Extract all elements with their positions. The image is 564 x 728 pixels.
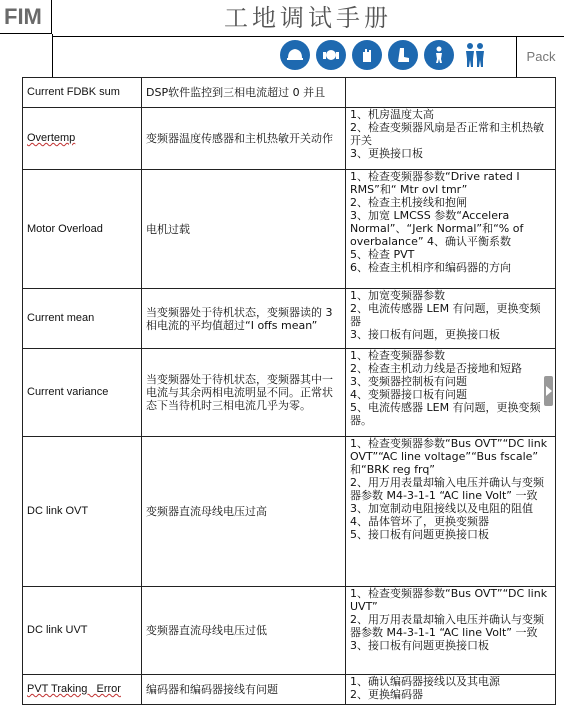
remedy-step: 2、用万用表量却输入电压并确认与变频器参数 M4-3-1-1 “AC line Volt” 一致 <box>350 613 544 639</box>
remedy-step: 3、接口板有问题更换接口板 <box>350 639 489 652</box>
table-row <box>23 289 556 349</box>
remedy-step: 1、机房温度太高 <box>350 108 434 121</box>
fault-name-text: PVT Traking Error <box>27 683 121 695</box>
remedy-step: 2、检查主机动力线是否接地和短路 <box>350 362 522 375</box>
helmet-icon <box>280 40 310 70</box>
fault-remedy <box>346 437 556 587</box>
harness-icon <box>424 40 454 70</box>
remedy-step: 5、接口板有问题更换接口板 <box>350 528 489 541</box>
fault-remedy <box>346 78 556 108</box>
page-title: 工地调试手册 <box>52 0 564 37</box>
fault-description: 变频器直流母线电压过高 <box>142 437 346 587</box>
remedy-step: 2、用万用表量却输入电压并确认与变频器参数 M4-3-1-1 “AC line Volt” 一致 <box>350 476 544 502</box>
remedy-step: 2、更换编码器 <box>350 688 423 701</box>
fault-remedy <box>346 170 556 289</box>
fault-name: Motor Overload <box>23 170 142 289</box>
fault-name: DC link OVT <box>23 437 142 587</box>
gloves-icon <box>352 40 382 70</box>
fault-description: 当变频器处于待机状态，变频器读的 3 相电流的平均值超过“I offs mean” <box>142 289 346 349</box>
fault-name: Current mean <box>23 289 142 349</box>
remedy-step: 4、变频器接口板有问题 <box>350 388 467 401</box>
safety-boots-icon <box>388 40 418 70</box>
pack-label: Pack <box>516 36 564 77</box>
remedy-step: 1、确认编码器接线以及其电源 <box>350 675 500 688</box>
remedy-step: 2、检查变频器风扇是否正常和主机热敏开关 <box>350 121 544 147</box>
remedy-step: 3、变频器控制板有问题 <box>350 375 467 388</box>
fault-name: Current FDBK sum <box>23 78 142 108</box>
fault-remedy <box>346 289 556 349</box>
fault-remedy <box>346 675 556 705</box>
remedy-step: 2、检查主机接线和抱闸 <box>350 196 467 209</box>
remedy-step: 5、检查 PVT <box>350 248 415 261</box>
table-row <box>23 437 556 587</box>
remedy-step: 3、更换接口板 <box>350 147 423 160</box>
remedy-step: 1、检查变频器参数“Bus OVT”“DC link OVT”“AC line voltage”“Bus fscale” 和“BRK reg frq” <box>350 437 548 476</box>
fault-remedy <box>346 349 556 437</box>
table-row <box>23 675 556 705</box>
company-logo: FIM <box>0 0 52 34</box>
remedy-step: 6、检查主机相序和编码器的方向 <box>350 261 511 274</box>
table-row <box>23 78 556 108</box>
remedy-step: 1、检查变频器参数 <box>350 349 445 362</box>
fault-description: 编码器和编码器接线有问题 <box>142 675 346 705</box>
page-header <box>0 0 564 77</box>
two-person-icon <box>460 40 490 70</box>
remedy-step: 5、电流传感器 LEM 有问题，更换变频器。 <box>350 401 541 427</box>
fault-description: 变频器温度传感器和主机热敏开关动作 <box>142 108 346 170</box>
fault-description: 当变频器处于待机状态，变频器其中一电流与其余两相电流明显不同。正常状态下当待机时三相电流几乎为零。 <box>142 349 346 437</box>
remedy-step: 3、加宽 LMCSS 参数“Accelera Normal”、“Jerk Normal”和“% of overbalance” 4、确认平衡系数 <box>350 209 524 248</box>
remedy-step: 2、电流传感器 LEM 有问题，更换变频器 <box>350 302 541 328</box>
fault-name: DC link UVT <box>23 587 142 675</box>
fault-name <box>23 675 142 705</box>
fault-remedy <box>346 587 556 675</box>
safety-icon-bar <box>280 40 490 72</box>
table-row <box>23 349 556 437</box>
fault-table <box>22 77 556 705</box>
fault-description: 变频器直流母线电压过低 <box>142 587 346 675</box>
next-page-arrow-icon[interactable] <box>544 376 553 406</box>
remedy-step: 3、接口板有问题，更换接口板 <box>350 328 500 341</box>
remedy-step: 1、检查变频器参数“Drive rated I RMS”和“ Mtr ovl tmr” <box>350 170 520 196</box>
remedy-step: 3、加宽制动电阻接线以及电阻的阻值 <box>350 502 533 515</box>
table-row <box>23 170 556 289</box>
table-row <box>23 108 556 170</box>
fault-description: 电机过载 <box>142 170 346 289</box>
remedy-step: 4、晶体管坏了，更换变频器 <box>350 515 489 528</box>
fault-name: Current variance <box>23 349 142 437</box>
remedy-step: 1、检查变频器参数“Bus OVT”“DC link UVT” <box>350 587 548 613</box>
logo-cell <box>0 34 53 77</box>
fault-remedy <box>346 108 556 170</box>
table-row <box>23 587 556 675</box>
fault-description: DSP软件监控到三相电流超过 0 并且 <box>142 78 346 108</box>
ear-protection-icon <box>316 40 346 70</box>
fault-name <box>23 108 142 170</box>
remedy-step: 1、加宽变频器参数 <box>350 289 445 302</box>
fault-name-text: Overtemp <box>27 132 76 144</box>
